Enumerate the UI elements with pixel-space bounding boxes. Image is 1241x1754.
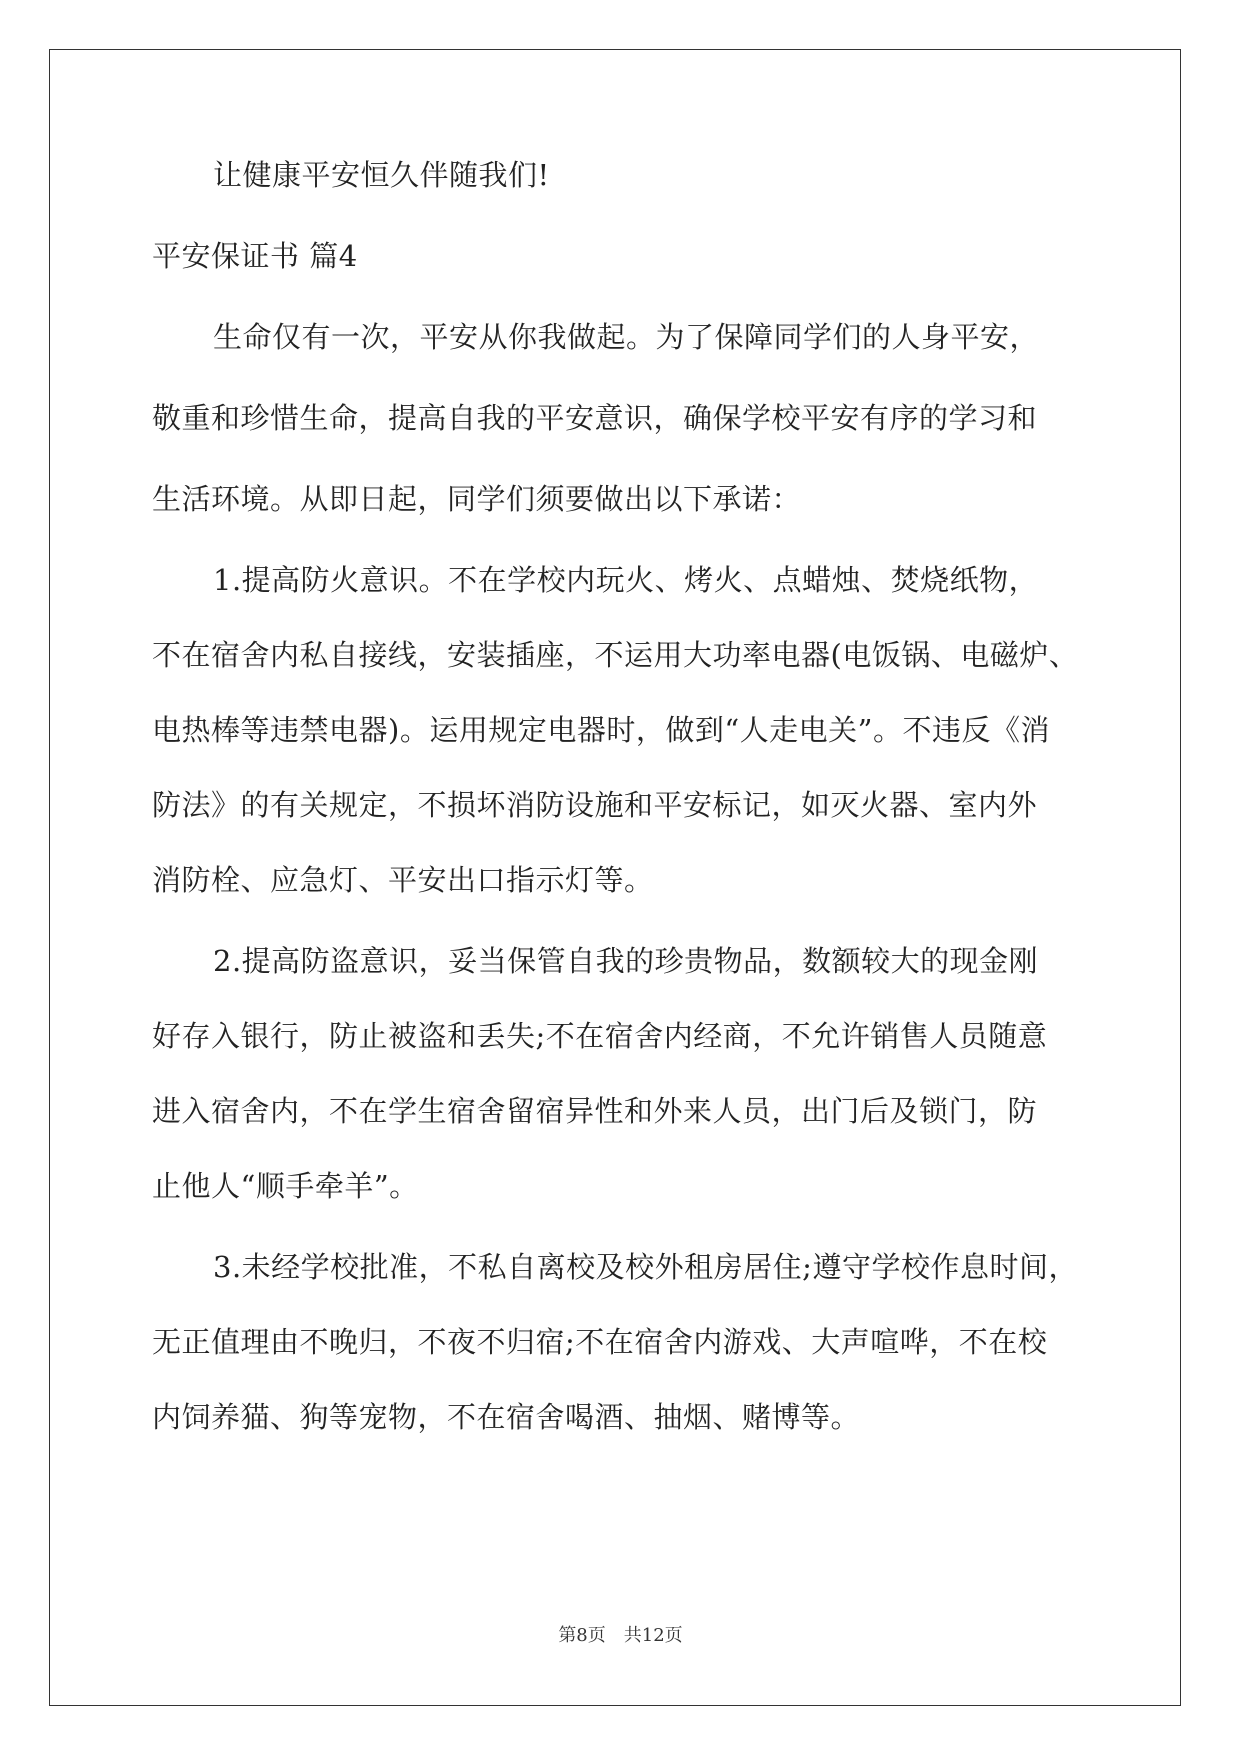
page-number-total: 共12页: [623, 1625, 683, 1646]
page-footer: [0, 1624, 1241, 1648]
paragraph-line: 1.提高防火意识。不在学校内玩火、烤火、点蜡烛、焚烧纸物，: [213, 563, 1039, 597]
paragraph-line: 不在宿舍内私自接线，安装插座，不运用大功率电器(电饭锅、电磁炉、: [152, 638, 1079, 672]
paragraph-line: 生命仅有一次，平安从你我做起。为了保障同学们的人身平安，: [213, 320, 1040, 354]
paragraph-line: 止他人“顺手牵羊”。: [152, 1169, 419, 1203]
paragraph-line: 2.提高防盗意识，妥当保管自我的珍贵物品，数额较大的现金刚: [213, 944, 1039, 978]
paragraph-line: 敬重和珍惜生命，提高自我的平安意识，确保学校平安有序的学习和: [152, 401, 1038, 435]
paragraph-line: 无正值理由不晚归，不夜不归宿;不在宿舍内游戏、大声喧哗，不在校: [152, 1325, 1048, 1359]
paragraph-line: 好存入银行，防止被盗和丢失;不在宿舍内经商，不允许销售人员随意: [152, 1019, 1048, 1053]
section-heading: 平安保证书 篇4: [152, 239, 358, 273]
paragraph-line: 消防栓、应急灯、平安出口指示灯等。: [152, 863, 654, 897]
document-body: [152, 155, 1092, 1437]
paragraph-line: 进入宿舍内，不在学生宿舍留宿异性和外来人员，出门后及锁门，防: [152, 1094, 1038, 1128]
paragraph-line: 防法》的有关规定，不损坏消防设施和平安标记，如灭火器、室内外: [152, 788, 1038, 822]
closing-line: 让健康平安恒久伴随我们!: [213, 158, 550, 192]
page-number-current: 第8页: [558, 1625, 606, 1646]
paragraph-line: 电热棒等违禁电器)。运用规定电器时，做到“人走电关”。不违反《消: [152, 713, 1050, 747]
paragraph-line: 生活环境。从即日起，同学们须要做出以下承诺：: [152, 482, 802, 516]
paragraph-line: 3.未经学校批准，不私自离校及校外租房居住;遵守学校作息时间，: [213, 1250, 1078, 1284]
paragraph-line: 内饲养猫、狗等宠物，不在宿舍喝酒、抽烟、赌博等。: [152, 1400, 861, 1434]
